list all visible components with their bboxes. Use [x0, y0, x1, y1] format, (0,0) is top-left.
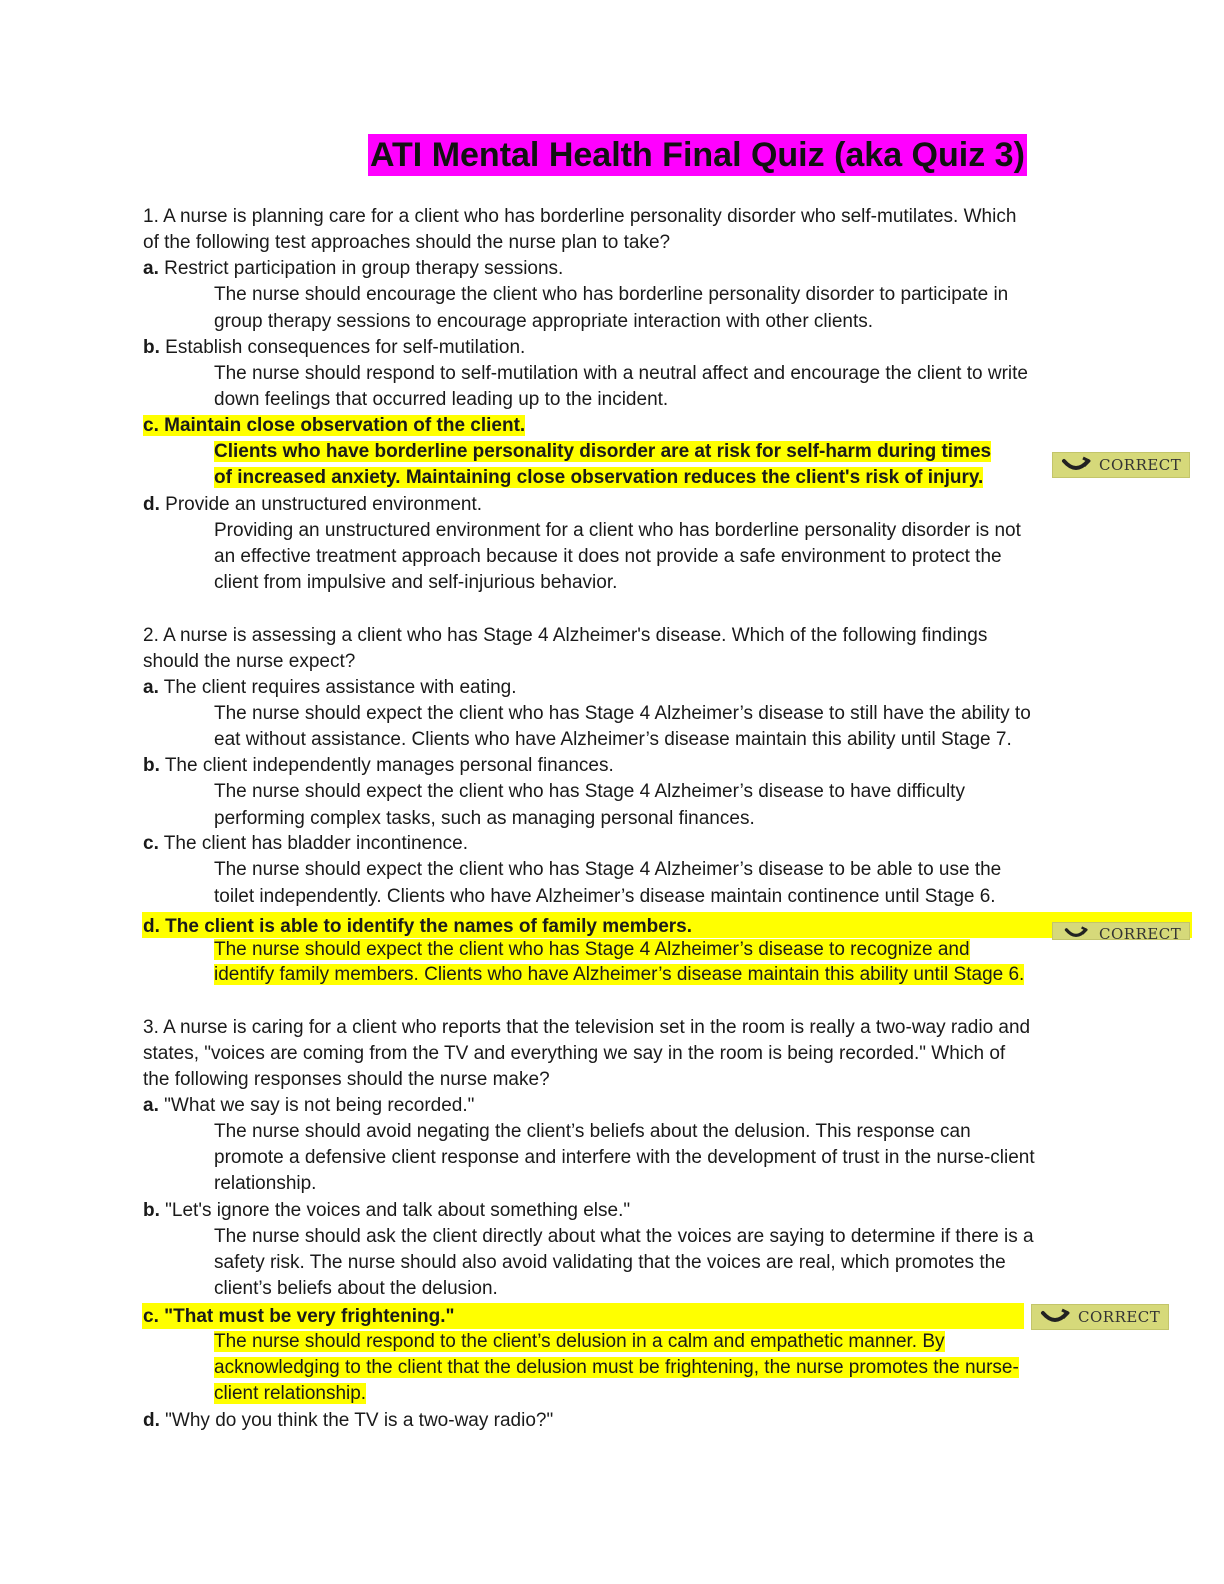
option-letter: b.	[143, 337, 160, 358]
q3-option-b	[143, 1198, 630, 1224]
q2-d-explanation-1: The nurse should expect the client who has Stage 4 Alzheimer’s disease to recognize and	[214, 939, 970, 960]
q3-c-explanation-3: client relationship.	[214, 1383, 367, 1404]
option-text: The client requires assistance with eating.	[158, 677, 517, 698]
correct-badge	[1052, 452, 1190, 478]
option-letter: d.	[143, 1410, 160, 1431]
q2-option-c	[143, 831, 468, 857]
option-text: "What we say is not being recorded."	[158, 1095, 475, 1116]
q3-stem-line-2: states, "voices are coming from the TV and everything we say in the room is being recorded." Which of	[143, 1043, 1006, 1064]
q3-option-c-correct: c. "That must be very frightening."	[143, 1306, 455, 1327]
q1-b-explanation-1: The nurse should respond to self-mutilation with a neutral affect and encourage the client to write	[214, 363, 1028, 384]
q1-c-explanation-2: of increased anxiety. Maintaining close observation reduces the client's risk of injury.	[214, 467, 984, 488]
option-letter: b.	[143, 755, 160, 776]
q3-a-explanation-1: The nurse should avoid negating the client’s beliefs about the delusion. This response can	[214, 1121, 971, 1142]
q2-c-explanation-2: toilet independently. Clients who have Alzheimer’s disease maintain continence until Stage 6.	[214, 886, 996, 907]
correct-badge-label: CORRECT	[1099, 456, 1182, 474]
q1-a-explanation-2: group therapy sessions to encourage appropriate interaction with other clients.	[214, 311, 874, 332]
option-text: "Why do you think the TV is a two-way radio?"	[159, 1410, 554, 1431]
curved-arrow-icon	[1040, 1307, 1070, 1327]
option-text: The client has bladder incontinence.	[158, 833, 468, 854]
option-letter: c.	[143, 833, 159, 854]
option-letter: a.	[143, 258, 159, 279]
curved-arrow-icon	[1061, 455, 1091, 475]
q2-b-explanation-1: The nurse should expect the client who has Stage 4 Alzheimer’s disease to have difficulty	[214, 781, 965, 802]
option-letter: a.	[143, 1095, 159, 1116]
q1-option-b	[143, 335, 525, 361]
option-letter: d.	[143, 494, 160, 515]
q2-option-b	[143, 753, 614, 779]
q1-stem-line-1: 1. A nurse is planning care for a client who has borderline personality disorder who self-mutilates. Which	[143, 206, 1017, 227]
q1-option-d	[143, 492, 482, 518]
q3-b-explanation-3: client’s beliefs about the delusion.	[214, 1278, 498, 1299]
option-text: "Let's ignore the voices and talk about something else."	[159, 1200, 631, 1221]
option-text: Establish consequences for self-mutilation.	[159, 337, 526, 358]
q3-b-explanation-2: safety risk. The nurse should also avoid validating that the voices are real, which promotes the	[214, 1252, 1006, 1273]
q3-stem-line-3: the following responses should the nurse make?	[143, 1069, 550, 1090]
q3-stem-line-1: 3. A nurse is caring for a client who reports that the television set in the room is really a two-way radio and	[143, 1017, 1031, 1038]
page-title: ATI Mental Health Final Quiz (aka Quiz 3)	[370, 136, 1025, 174]
correct-badge-label: CORRECT	[1078, 1308, 1161, 1326]
q2-c-explanation-1: The nurse should expect the client who has Stage 4 Alzheimer’s disease to be able to use the	[214, 859, 1002, 880]
q2-option-a	[143, 675, 517, 701]
q2-option-d-correct: d. The client is able to identify the names of family members.	[143, 916, 693, 937]
q3-c-explanation-1: The nurse should respond to the client’s delusion in a calm and empathetic manner. By	[214, 1331, 945, 1352]
q2-a-explanation-1: The nurse should expect the client who has Stage 4 Alzheimer’s disease to still have the ability to	[214, 703, 1031, 724]
q2-d-explanation-2: identify family members. Clients who have Alzheimer’s disease maintain this ability until Stage 6.	[214, 964, 1025, 985]
q3-c-explanation-2: acknowledging to the client that the delusion must be frightening, the nurse promotes the nurse-	[214, 1357, 1019, 1378]
option-text: c. Maintain close observation of the client.	[143, 415, 526, 436]
option-letter: a.	[143, 677, 159, 698]
q3-option-a	[143, 1093, 474, 1119]
q3-option-d	[143, 1408, 553, 1434]
q1-d-explanation-3: client from impulsive and self-injurious behavior.	[214, 572, 618, 593]
correct-badge-label: CORRECT	[1099, 925, 1182, 940]
q3-a-explanation-3: relationship.	[214, 1173, 317, 1194]
q2-stem-line-1: 2. A nurse is assessing a client who has Stage 4 Alzheimer's disease. Which of the following findings	[143, 625, 988, 646]
option-letter: b.	[143, 1200, 160, 1221]
q1-option-a	[143, 256, 563, 282]
q3-a-explanation-2: promote a defensive client response and interfere with the development of trust in the nurse-client	[214, 1147, 1035, 1168]
q1-b-explanation-2: down feelings that occurred leading up to the incident.	[214, 389, 669, 410]
q2-b-explanation-2: performing complex tasks, such as managing personal finances.	[214, 808, 755, 829]
curved-arrow-icon	[1061, 925, 1091, 940]
option-text: Restrict participation in group therapy sessions.	[158, 258, 564, 279]
q1-d-explanation-1: Providing an unstructured environment for a client who has borderline personality disorder is not	[214, 520, 1021, 541]
q1-d-explanation-2: an effective treatment approach because it does not provide a safe environment to protect the	[214, 546, 1002, 567]
q1-stem-line-2: of the following test approaches should the nurse plan to take?	[143, 232, 671, 253]
q2-stem-line-2: should the nurse expect?	[143, 651, 356, 672]
option-text: The client independently manages personal finances.	[159, 755, 614, 776]
q1-a-explanation-1: The nurse should encourage the client who has borderline personality disorder to participate in	[214, 284, 1009, 305]
q1-c-explanation-1: Clients who have borderline personality disorder are at risk for self-harm during times	[214, 441, 992, 462]
q1-option-c-correct	[143, 413, 525, 439]
option-text: Provide an unstructured environment.	[159, 494, 483, 515]
q3-b-explanation-1: The nurse should ask the client directly about what the voices are saying to determine if there is a	[214, 1226, 1034, 1247]
correct-badge	[1031, 1304, 1169, 1330]
q2-a-explanation-2: eat without assistance. Clients who have Alzheimer’s disease maintain this ability until Stage 7.	[214, 729, 1012, 750]
correct-badge	[1052, 922, 1190, 940]
